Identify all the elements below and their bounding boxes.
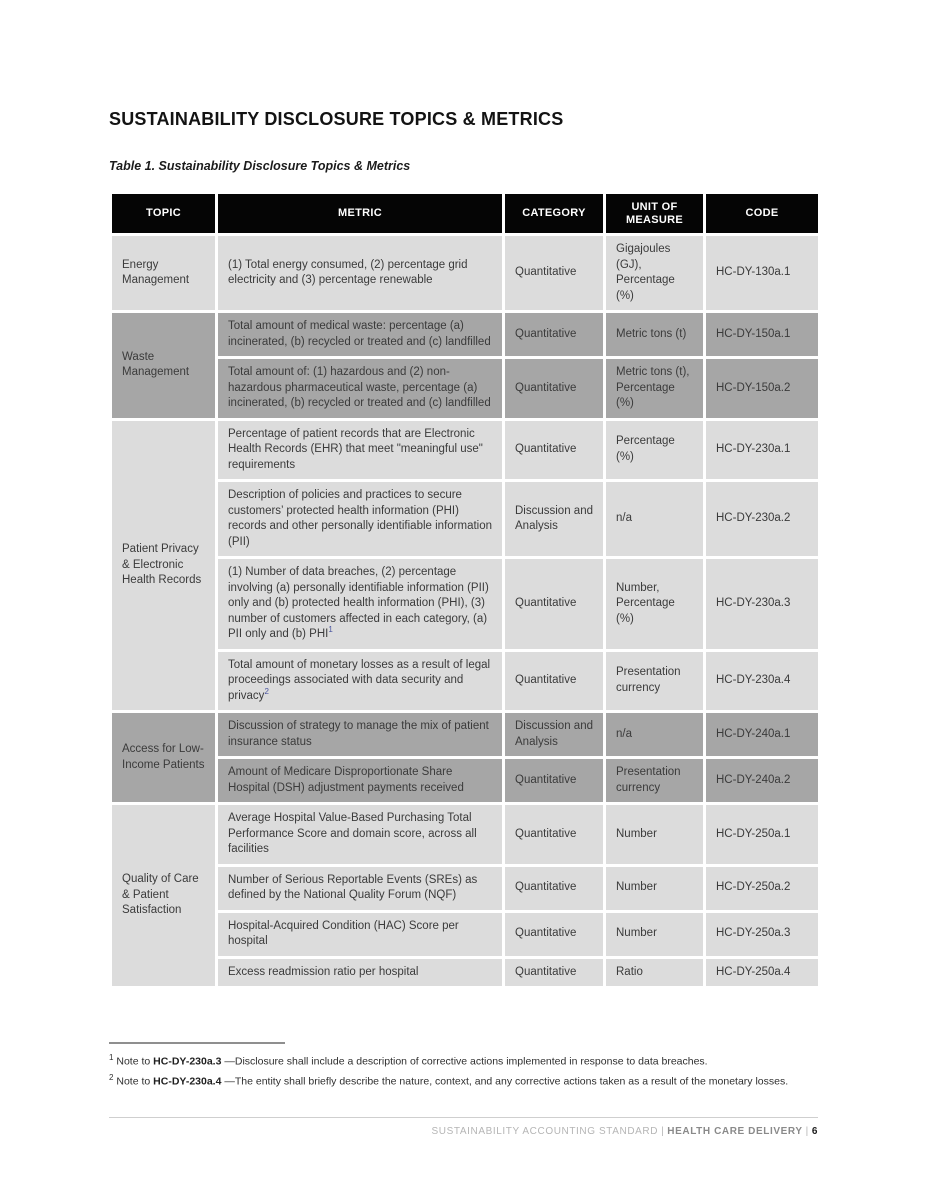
metric-cell (217, 312, 504, 358)
metric-cell (217, 235, 504, 312)
column-header-topic: TOPIC (111, 193, 217, 235)
footnote-prefix: Note to (113, 1075, 154, 1088)
footnote-marker: 2 (109, 1073, 114, 1082)
category-cell: Quantitative (504, 419, 605, 481)
metric-text: Percentage of patient records that are Electronic Health Records (EHR) that meet "meaningful use" requirements (228, 427, 483, 471)
category-cell: Quantitative (504, 804, 605, 866)
table-row (111, 758, 820, 804)
topic-cell: Waste Management (111, 312, 217, 420)
footnote-list (109, 1050, 818, 1090)
footnote (109, 1050, 818, 1070)
metric-text: Description of policies and practices to secure customers’ protected health information (PHI) records and other personally identifiable information (PII) (228, 489, 493, 548)
table-row (111, 712, 820, 758)
footnote-prefix: Note to (113, 1055, 154, 1068)
page-footer (109, 1117, 818, 1137)
metric-cell (217, 911, 504, 957)
column-header-code: CODE (705, 193, 820, 235)
footer-page-number: 6 (811, 1126, 818, 1137)
footer-standard-label: SUSTAINABILITY ACCOUNTING STANDARD (431, 1126, 659, 1137)
unit-of-measure-cell: Number (605, 865, 705, 911)
category-cell: Quantitative (504, 758, 605, 804)
code-cell: HC-DY-240a.1 (705, 712, 820, 758)
metric-cell (217, 650, 504, 712)
category-cell: Quantitative (504, 358, 605, 420)
disclosure-topics-table (109, 191, 821, 989)
metric-text: Number of Serious Reportable Events (SREs) as defined by the National Quality Forum (NQF) (228, 873, 478, 901)
table-row (111, 957, 820, 988)
topic-cell: Patient Privacy & Electronic Health Records (111, 419, 217, 712)
metric-text: Total amount of monetary losses as a result of legal proceedings associated with data security and privacy (228, 658, 491, 702)
table-row (111, 558, 820, 651)
unit-of-measure-cell: n/a (605, 712, 705, 758)
category-cell: Quantitative (504, 312, 605, 358)
footnote-code: HC-DY-230a.3 (153, 1055, 222, 1068)
unit-of-measure-cell: n/a (605, 481, 705, 558)
metric-cell (217, 419, 504, 481)
footer-text (109, 1126, 818, 1137)
column-header-unit-of-measure: UNIT OF MEASURE (605, 193, 705, 235)
topic-cell: Quality of Care & Patient Satisfaction (111, 804, 217, 988)
category-cell: Discussion and Analysis (504, 481, 605, 558)
footer-separator: | (805, 1126, 809, 1137)
unit-of-measure-cell: Number (605, 804, 705, 866)
unit-of-measure-cell: Presentation currency (605, 650, 705, 712)
category-cell: Quantitative (504, 911, 605, 957)
footnote-text: —The entity shall briefly describe the nature, context, and any corrective actions taken as a result of the monetary losses. (221, 1075, 789, 1088)
metric-text: Hospital-Acquired Condition (HAC) Score per hospital (228, 919, 459, 947)
table-row (111, 865, 820, 911)
code-cell: HC-DY-230a.2 (705, 481, 820, 558)
table-row (111, 235, 820, 312)
topic-cell: Energy Management (111, 235, 217, 312)
table-row (111, 804, 820, 866)
code-cell: HC-DY-240a.2 (705, 758, 820, 804)
metric-cell (217, 481, 504, 558)
metric-cell (217, 865, 504, 911)
code-cell: HC-DY-230a.1 (705, 419, 820, 481)
unit-of-measure-cell: Number (605, 911, 705, 957)
category-cell: Quantitative (504, 235, 605, 312)
metric-text: Average Hospital Value-Based Purchasing Total Performance Score and domain score, across all facilities (228, 812, 477, 855)
metric-cell (217, 758, 504, 804)
table-row (111, 419, 820, 481)
unit-of-measure-cell: Number, Percentage (%) (605, 558, 705, 651)
unit-of-measure-cell: Gigajoules (GJ), Percentage (%) (605, 235, 705, 312)
topic-cell: Access for Low-Income Patients (111, 712, 217, 804)
unit-of-measure-cell: Ratio (605, 957, 705, 988)
category-cell: Quantitative (504, 558, 605, 651)
metric-text: Amount of Medicare Disproportionate Share Hospital (DSH) adjustment payments received (228, 766, 464, 794)
column-header-category: CATEGORY (504, 193, 605, 235)
code-cell: HC-DY-250a.4 (705, 957, 820, 988)
category-cell: Discussion and Analysis (504, 712, 605, 758)
unit-of-measure-cell: Metric tons (t) (605, 312, 705, 358)
category-cell: Quantitative (504, 865, 605, 911)
metric-text: Total amount of: (1) hazardous and (2) non-hazardous pharmaceutical waste, percentage (a) incinerated, (b) recycled or treated and (c) landfilled (228, 366, 491, 409)
page-title: SUSTAINABILITY DISCLOSURE TOPICS & METRICS (109, 109, 564, 129)
metric-text: Total amount of medical waste: percentage (a) incinerated, (b) recycled or treated and (c) landfilled (228, 320, 491, 348)
footnote (109, 1070, 818, 1090)
code-cell: HC-DY-250a.3 (705, 911, 820, 957)
category-cell: Quantitative (504, 650, 605, 712)
code-cell: HC-DY-150a.2 (705, 358, 820, 420)
table-row (111, 911, 820, 957)
footnotes-section (109, 1042, 818, 1090)
unit-of-measure-cell: Percentage (%) (605, 419, 705, 481)
code-cell: HC-DY-230a.4 (705, 650, 820, 712)
metric-text: (1) Number of data breaches, (2) percentage involving (a) personally identifiable information (PII) only and (b) protected health information (PHI), (3) number of customers affected in each category, (a) PII only and (b) PHI (228, 566, 489, 640)
column-header-metric: METRIC (217, 193, 504, 235)
metric-cell (217, 358, 504, 420)
unit-of-measure-cell: Presentation currency (605, 758, 705, 804)
category-cell: Quantitative (504, 957, 605, 988)
code-cell: HC-DY-250a.2 (705, 865, 820, 911)
metric-cell (217, 804, 504, 866)
content-area (109, 0, 818, 989)
footer-industry-label: HEALTH CARE DELIVERY (667, 1126, 803, 1137)
metric-text: (1) Total energy consumed, (2) percentage grid electricity and (3) percentage renewable (228, 258, 468, 286)
footnote-marker: 1 (109, 1053, 114, 1062)
footnote-text: —Disclosure shall include a description of corrective actions implemented in response to data breaches. (221, 1055, 708, 1068)
metric-cell (217, 558, 504, 651)
footnote-reference[interactable]: 1 (328, 625, 333, 635)
table-caption: Table 1. Sustainability Disclosure Topics & Metrics (109, 159, 411, 173)
table-row (111, 312, 820, 358)
metric-cell (217, 712, 504, 758)
table-header-row (111, 193, 820, 235)
footnote-code: HC-DY-230a.4 (153, 1075, 222, 1088)
code-cell: HC-DY-230a.3 (705, 558, 820, 651)
code-cell: HC-DY-250a.1 (705, 804, 820, 866)
code-cell: HC-DY-130a.1 (705, 235, 820, 312)
footer-divider (109, 1117, 818, 1118)
unit-of-measure-cell: Metric tons (t), Percentage (%) (605, 358, 705, 420)
code-cell: HC-DY-150a.1 (705, 312, 820, 358)
footnote-divider (109, 1042, 285, 1044)
footnote-reference[interactable]: 2 (264, 686, 269, 696)
metric-text: Excess readmission ratio per hospital (228, 965, 419, 978)
table-row (111, 481, 820, 558)
footer-separator: | (661, 1126, 665, 1137)
metric-cell (217, 957, 504, 988)
table-row (111, 650, 820, 712)
table-row (111, 358, 820, 420)
metric-text: Discussion of strategy to manage the mix of patient insurance status (228, 720, 489, 748)
